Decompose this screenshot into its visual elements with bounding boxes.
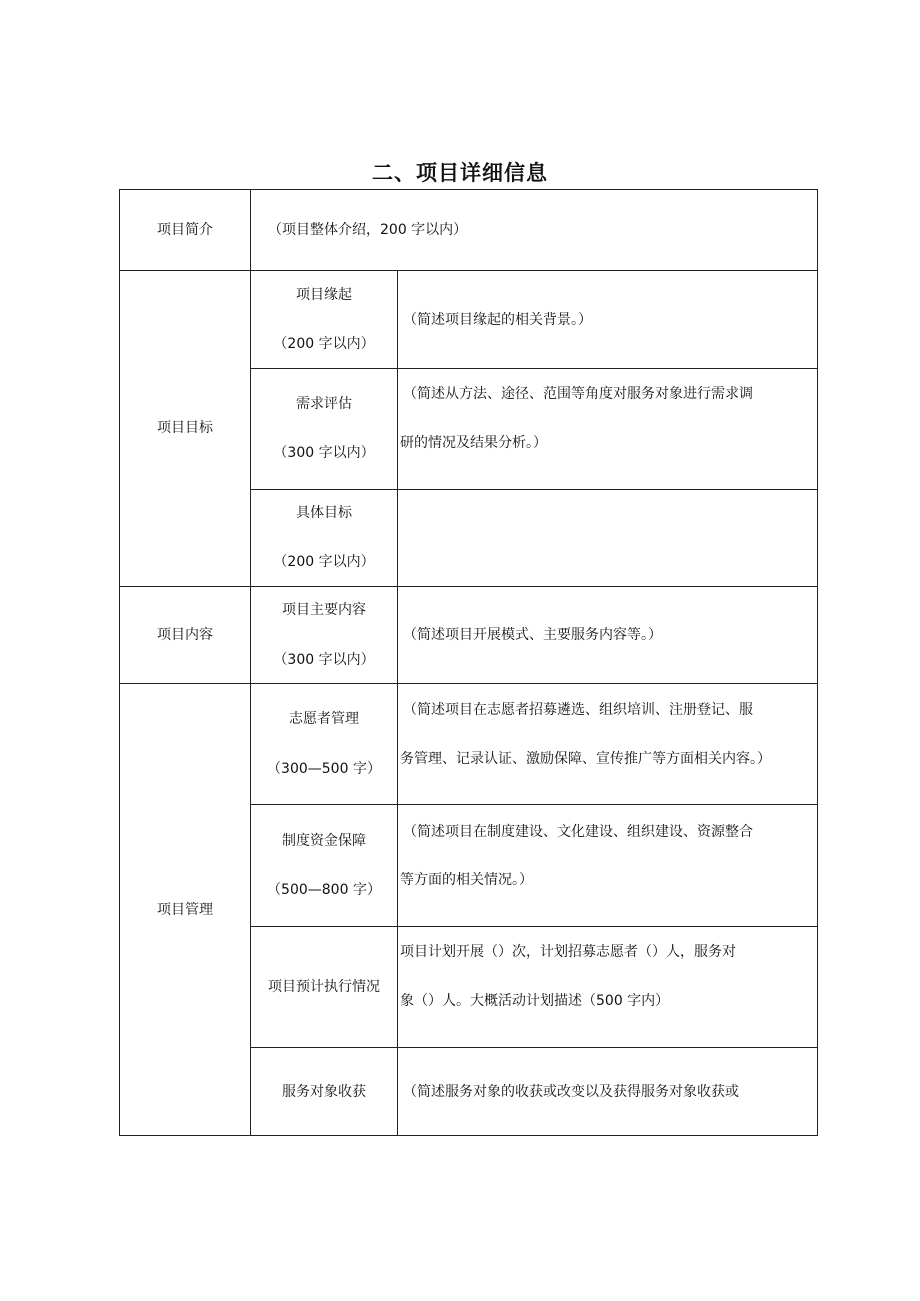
needs-description-line1: （简述从方法、途径、范围等角度对服务对象进行需求调 (403, 386, 753, 402)
plan-description-line2: 象（）人。大概活动计划描述（500 字内） (400, 993, 670, 1009)
row-divider-goals (119, 586, 818, 587)
funding-description-line2: 等方面的相关情况。） (400, 872, 533, 888)
main-content-label: 项目主要内容 (282, 602, 366, 618)
row-divider-intro (119, 270, 818, 271)
funding-label: 制度资金保障 (282, 833, 366, 849)
funding-description-line1: （简述项目在制度建设、文化建设、组织建设、资源整合 (403, 824, 753, 840)
table-border-bottom (119, 1135, 818, 1136)
subrow-divider (250, 368, 818, 369)
main-content-limit: （300 字以内） (273, 652, 375, 668)
funding-limit: （500—800 字） (267, 882, 381, 898)
specific-label: 具体目标 (296, 505, 352, 521)
management-label: 项目管理 (157, 902, 213, 918)
table-border-right (817, 189, 818, 1136)
goals-label: 项目目标 (157, 420, 213, 436)
origin-label: 项目缘起 (296, 287, 352, 303)
needs-limit: （300 字以内） (273, 445, 375, 461)
gains-description-line1: （简述服务对象的收获或改变以及获得服务对象收获或 (403, 1084, 739, 1100)
page-title: 二、项目详细信息 (372, 161, 548, 185)
subrow-divider (250, 926, 818, 927)
volunteer-label: 志愿者管理 (289, 711, 359, 727)
volunteer-limit: （300—500 字） (267, 761, 381, 777)
needs-description-line2: 研的情况及结果分析。） (400, 435, 547, 451)
subrow-divider (250, 804, 818, 805)
volunteer-description-line2: 务管理、记录认证、激励保障、宣传推广等方面相关内容。） (400, 751, 771, 767)
table-border-left (119, 189, 120, 1136)
origin-limit: （200 字以内） (273, 336, 375, 352)
volunteer-description-line1: （简述项目在志愿者招募遴选、组织培训、注册登记、服 (403, 702, 753, 718)
intro-label: 项目简介 (157, 222, 213, 238)
content-label: 项目内容 (157, 627, 213, 643)
subrow-divider (250, 1047, 818, 1048)
row-divider-content (119, 683, 818, 684)
subrow-divider (250, 489, 818, 490)
main-content-description: （简述项目开展模式、主要服务内容等。） (403, 627, 662, 643)
plan-label: 项目预计执行情况 (268, 979, 380, 995)
origin-description: （简述项目缘起的相关背景。） (403, 312, 592, 328)
intro-description: （项目整体介绍，200 字以内） (268, 222, 468, 238)
plan-description-line1: 项目计划开展（）次，计划招募志愿者（）人，服务对 (400, 944, 736, 960)
specific-limit: （200 字以内） (273, 554, 375, 570)
column-divider-2 (397, 270, 398, 1136)
table-border-top (119, 189, 818, 190)
needs-label: 需求评估 (296, 396, 352, 412)
gains-label: 服务对象收获 (282, 1084, 366, 1100)
